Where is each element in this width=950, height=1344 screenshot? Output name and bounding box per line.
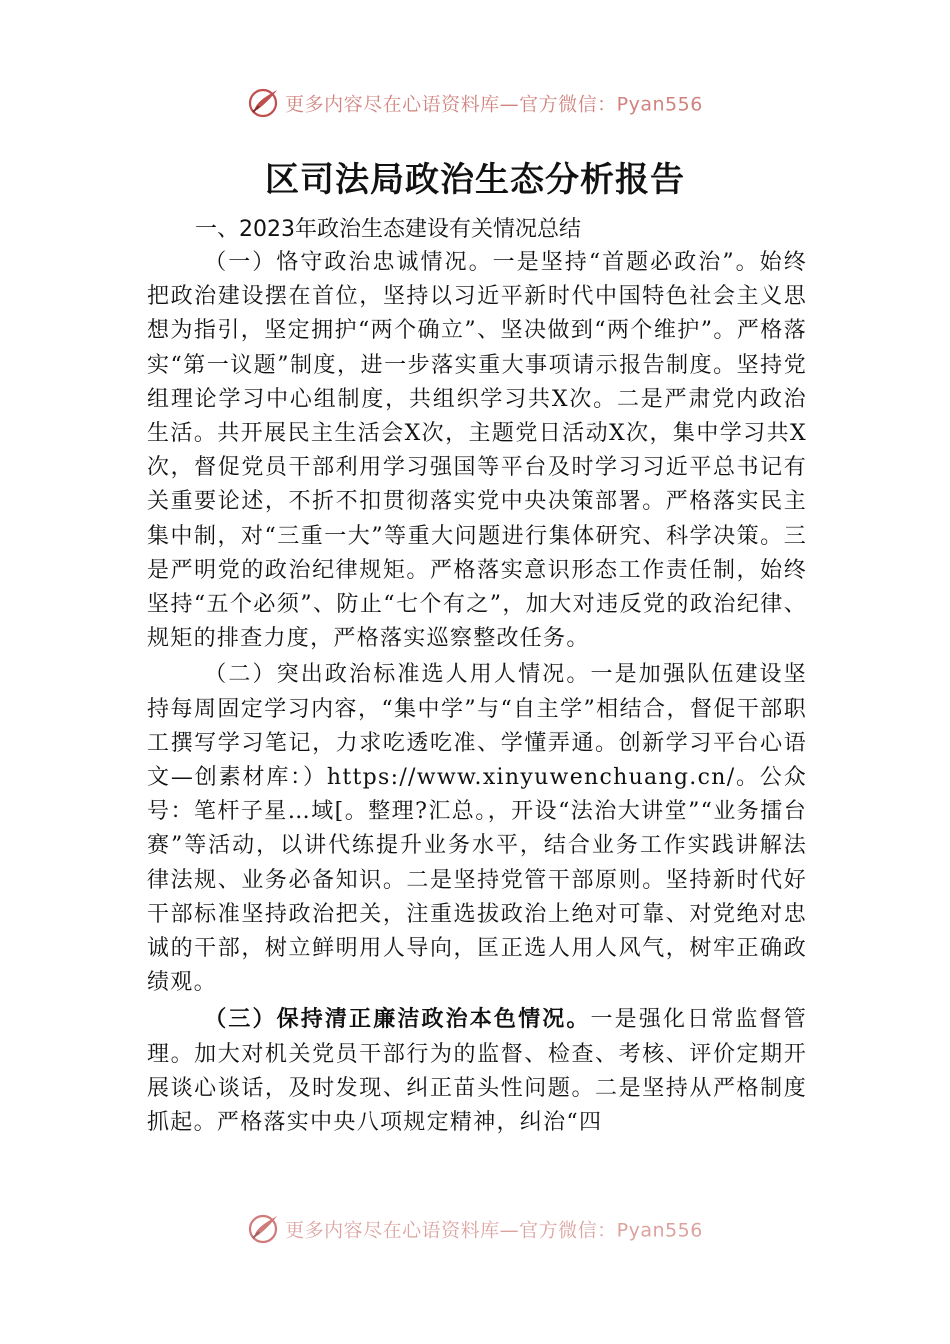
paragraph-1 <box>147 246 807 656</box>
quill-book-logo-icon <box>247 1212 281 1246</box>
section-heading: 一、2023年政治生态建设有关情况总结 <box>195 217 581 242</box>
banner-text: 更多内容尽在心语资料库—官方微信：Pyan556 <box>285 93 703 116</box>
quill-book-logo-icon <box>247 86 281 120</box>
paragraph-3-text: 一是强化日常监督管理。加大对机关党员干部行为的监督、检查、考核、评价定期开展谈心谈话，及时发现、纠正苗头性问题。二是坚持从严格制度抓起。严格落实中央八项规定精神，纠治“四 <box>147 1007 807 1136</box>
header-banner <box>0 86 950 120</box>
paragraph-3-lead: （三）保持清正廉洁政治本色情况。 <box>204 1006 591 1033</box>
paragraph-2-text: （二）突出政治标准选人用人情况。一是加强队伍建设坚持每周固定学习内容，“集中学”与“自主学”相结合，督促干部职工撰写学习笔记，力求吃透吃准、学懂弄通。创新学习平台心语文—创素材库：）https://www.xinyuwenchuang.cn/。公众号：笔杆子星…域[。整理?汇总。，开设“法治大讲堂”“业务擂台赛”等活动，以讲代练提升业务水平，结合业务工作实践讲解法律法规、业务必备知识。二是坚持党管干部原则。坚持新时代好干部标准坚持政治把关，注重选拔政治上绝对可靠、对党绝对忠诚的干部，树立鲜明用人导向，匡正选人用人风气，树牢正确政绩观。 <box>147 662 807 996</box>
paragraph-1-text: （一）恪守政治忠诚情况。一是坚持“首题必政治”。始终把政治建设摆在首位，坚持以习近平新时代中国特色社会主义思想为指引，坚定拥护“两个确立”、坚决做到“两个维护”。严格落实“第一议题”制度，进一步落实重大事项请示报告制度。坚持党组理论学习中心组制度，共组织学习共X次。二是严肃党内政治生活。共开展民主生活会X次，主题党日活动X次，集中学习共X次，督促党员干部利用学习强国等平台及时学习习近平总书记有关重要论述，不折不扣贯彻落实党中央决策部署。严格落实民主集中制，对“三重一大”等重大问题进行集体研究、科学决策。三是严明党的政治纪律规矩。严格落实意识形态工作责任制，始终坚持“五个必须”、防止“七个有之”，加大对违反党的政治纪律、规矩的排查力度，严格落实巡察整改任务。 <box>147 250 807 652</box>
banner-text: 更多内容尽在心语资料库—官方微信：Pyan556 <box>285 1219 703 1242</box>
footer-banner <box>0 1212 950 1246</box>
paragraph-2 <box>147 658 807 1000</box>
document-title: 区司法局政治生态分析报告 <box>265 160 685 200</box>
document-body <box>147 214 807 1140</box>
paragraph-3 <box>147 1002 807 1140</box>
